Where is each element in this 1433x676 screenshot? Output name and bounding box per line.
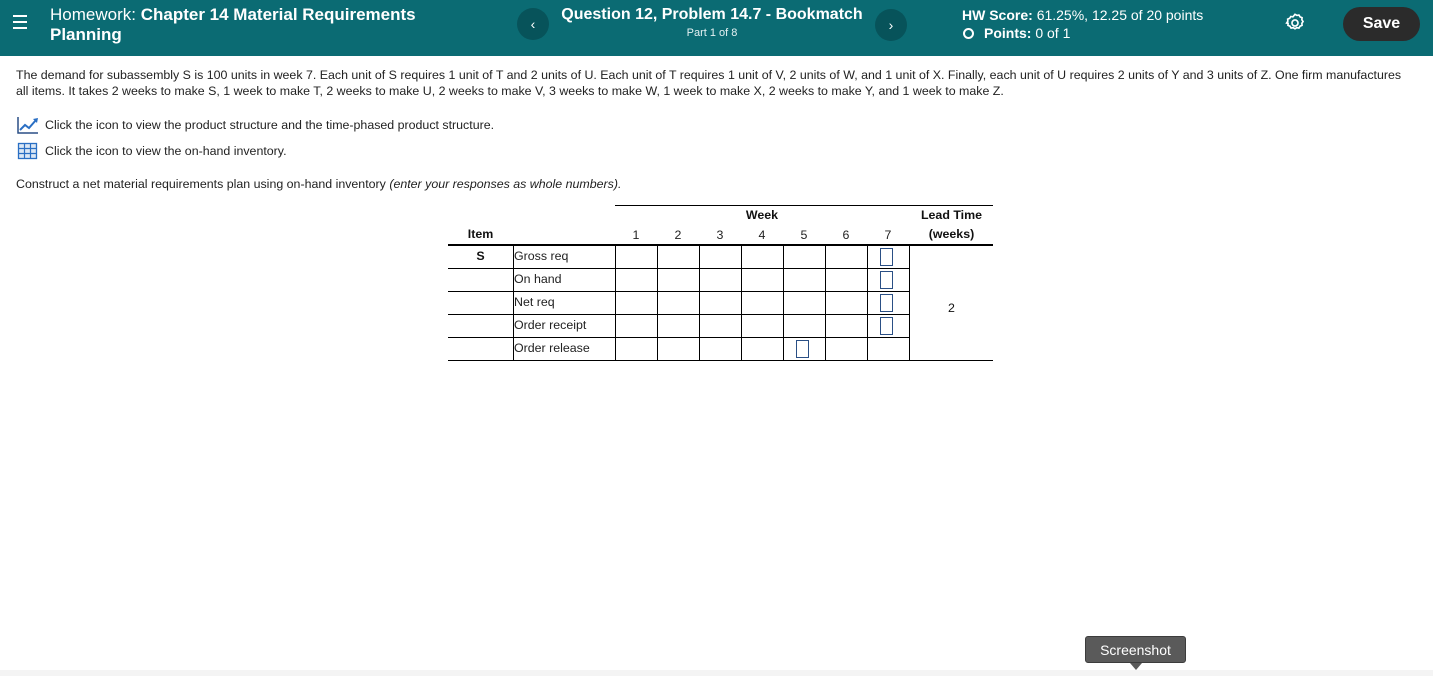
next-question-button[interactable] [875, 9, 907, 41]
table-top-rule [615, 205, 993, 206]
week-number: 7 [884, 228, 892, 242]
order-release-week5-input[interactable] [796, 340, 809, 358]
lead-time-value: 2 [948, 301, 955, 315]
week-column-rule [825, 246, 826, 360]
week-column-rule [867, 246, 868, 360]
row-rule [448, 268, 909, 269]
table-bottom-rule [448, 360, 993, 361]
question-title: Question 12, Problem 14.7 - Bookmatch [561, 6, 863, 23]
points-label: Points: [984, 25, 1032, 41]
table-grid-icon[interactable] [17, 142, 39, 160]
week-column-rule [741, 246, 742, 360]
row-label-gross-req: Gross req [514, 249, 569, 263]
week-number: 1 [632, 228, 640, 242]
product-structure-link-text: Click the icon to view the product structure and the time-phased product structure. [45, 118, 495, 132]
row-rule [448, 291, 909, 292]
hamburger-menu-icon[interactable] [11, 13, 29, 31]
header-bottom-rule [448, 244, 993, 246]
item-name: S [476, 249, 485, 263]
top-bar [0, 0, 1433, 56]
problem-statement: The demand for subassembly S is 100 units in week 7. Each unit of S requires 1 unit of T and 2 units of U. Each unit of T requires 1 unit of V, 2 units of W, and 1 unit of X. Finally, each unit of U requires 2 units of Y and 3 units of Z. One firm manufactures all items. It takes 2 weeks to make S, 1 week to make T, 2 weeks to make U, 2 weeks to make V, 3 weeks to make W, 1 week to make X, 2 weeks to make Y, and 1 week to make Z. [16, 68, 1402, 98]
homework-name: Chapter 14 Material Requirements Planning [50, 5, 416, 44]
row-rule [448, 337, 909, 338]
chevron-right-icon: › [888, 17, 894, 33]
product-structure-link[interactable] [17, 116, 494, 134]
mrp-table [448, 205, 993, 361]
row-rule [448, 314, 909, 315]
week-header: Week [745, 208, 779, 222]
net-req-week7-input[interactable] [880, 294, 893, 312]
week-number: 3 [716, 228, 724, 242]
homework-prefix: Homework: [50, 5, 136, 24]
week-number: 5 [800, 228, 808, 242]
question-part: Part 1 of 8 [686, 27, 738, 39]
points-value: 0 of 1 [1035, 25, 1071, 41]
circle-status-icon [963, 28, 974, 39]
lead-time-unit-header: (weeks) [928, 227, 975, 241]
week-column-rule [783, 246, 784, 360]
item-header: Item [467, 227, 494, 241]
instructions-main: Construct a net material requirements plan using on-hand inventory [16, 177, 390, 191]
order-receipt-week7-input[interactable] [880, 317, 893, 335]
homework-title [50, 5, 480, 45]
week-column-rule [699, 246, 700, 360]
week-number: 4 [758, 228, 766, 242]
tooltip-caret [1130, 663, 1142, 670]
hw-score-line [962, 6, 1203, 24]
hw-score-value: 61.25%, 12.25 of 20 points [1036, 7, 1204, 23]
on-hand-inventory-link-text: Click the icon to view the on-hand inventory. [45, 144, 287, 158]
instructions [16, 177, 621, 191]
question-info [556, 5, 868, 41]
week-column-rule [615, 246, 616, 360]
hw-score-label: HW Score: [962, 7, 1033, 23]
screenshot-button[interactable]: Screenshot [1085, 636, 1186, 663]
previous-question-button[interactable] [517, 8, 549, 40]
row-label-order-release: Order release [514, 341, 590, 355]
row-label-net-req: Net req [514, 295, 555, 309]
gross-req-week7-input[interactable] [880, 248, 893, 266]
save-button[interactable]: Save [1343, 7, 1420, 41]
row-label-order-receipt: Order receipt [514, 318, 587, 332]
on-hand-week7-input[interactable] [880, 271, 893, 289]
gear-icon[interactable] [1284, 12, 1306, 34]
instructions-hint: (enter your responses as whole numbers). [389, 177, 622, 191]
score-block [962, 6, 1203, 42]
points-line [962, 24, 1203, 42]
chart-line-icon[interactable] [17, 116, 39, 134]
week-number: 2 [674, 228, 682, 242]
lead-time-header: Lead Time [920, 208, 983, 222]
on-hand-inventory-link[interactable] [17, 142, 287, 160]
row-label-on-hand: On hand [514, 272, 562, 286]
chevron-left-icon: ‹ [530, 16, 536, 32]
bottom-strip [0, 670, 1433, 676]
week-column-rule [657, 246, 658, 360]
week-number: 6 [842, 228, 850, 242]
